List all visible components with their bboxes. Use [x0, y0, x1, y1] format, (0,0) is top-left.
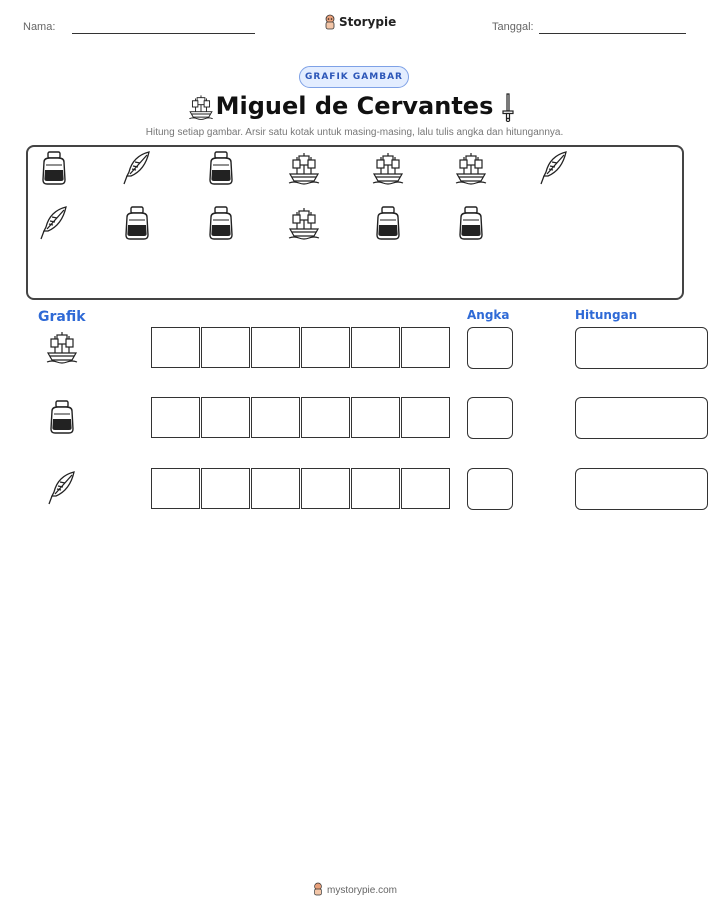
tally-answer-box[interactable] [575, 468, 708, 510]
page-title: Miguel de Cervantes [215, 92, 494, 120]
graph-cell[interactable] [251, 468, 300, 509]
tally-answer-box[interactable] [575, 327, 708, 369]
tally-heading: Hitungan [575, 308, 638, 322]
graph-cell[interactable] [401, 468, 450, 509]
graph-cell[interactable] [301, 327, 350, 368]
ship-icon [46, 329, 78, 365]
number-answer-box[interactable] [467, 468, 513, 510]
quill-icon [121, 150, 153, 186]
graph-cell[interactable] [151, 468, 200, 509]
graph-heading: Grafik [38, 309, 86, 325]
tally-answer-box[interactable] [575, 397, 708, 439]
ink-bottle-icon [372, 205, 404, 241]
ink-bottle-icon [38, 150, 70, 186]
date-line [539, 33, 686, 34]
instructions: Hitung setiap gambar. Arsir satu kotak untuk masing-masing, lalu tulis angka dan hitungannya. [145, 127, 564, 138]
ship-icon [455, 150, 487, 186]
graph-cell[interactable] [301, 468, 350, 509]
graph-cell[interactable] [251, 397, 300, 438]
graph-cell[interactable] [151, 397, 200, 438]
graph-cell[interactable] [401, 327, 450, 368]
ink-bottle-icon [205, 150, 237, 186]
number-answer-box[interactable] [467, 397, 513, 439]
quill-icon [46, 470, 78, 506]
footer-url: mystorypie.com [326, 885, 397, 896]
quill-icon [38, 205, 70, 241]
sword-icon [500, 92, 516, 122]
storypie-mascot-icon [312, 882, 324, 896]
graph-cell[interactable] [151, 327, 200, 368]
graph-cell[interactable] [351, 327, 400, 368]
graph-cell[interactable] [201, 397, 250, 438]
quill-icon [538, 150, 570, 186]
name-label: Nama: [23, 21, 56, 33]
brand-name: Storypie [339, 15, 397, 29]
ink-bottle-icon [205, 205, 237, 241]
ship-icon [288, 205, 320, 241]
ink-bottle-icon [46, 399, 78, 435]
graph-cell[interactable] [251, 327, 300, 368]
graph-cell[interactable] [351, 397, 400, 438]
ship-icon [372, 150, 404, 186]
graph-cell[interactable] [351, 468, 400, 509]
name-line [72, 33, 255, 34]
number-answer-box[interactable] [467, 327, 513, 369]
graph-cell[interactable] [301, 397, 350, 438]
ship-icon [288, 150, 320, 186]
graph-cell[interactable] [201, 327, 250, 368]
footer [0, 882, 709, 896]
ink-bottle-icon [455, 205, 487, 241]
storypie-mascot-icon [323, 14, 337, 30]
worksheet-type-badge: GRAFIK GAMBAR [299, 66, 409, 88]
graph-cell[interactable] [201, 468, 250, 509]
date-label: Tanggal: [492, 21, 534, 33]
number-heading: Angka [467, 308, 510, 322]
graph-cell[interactable] [401, 397, 450, 438]
ink-bottle-icon [121, 205, 153, 241]
